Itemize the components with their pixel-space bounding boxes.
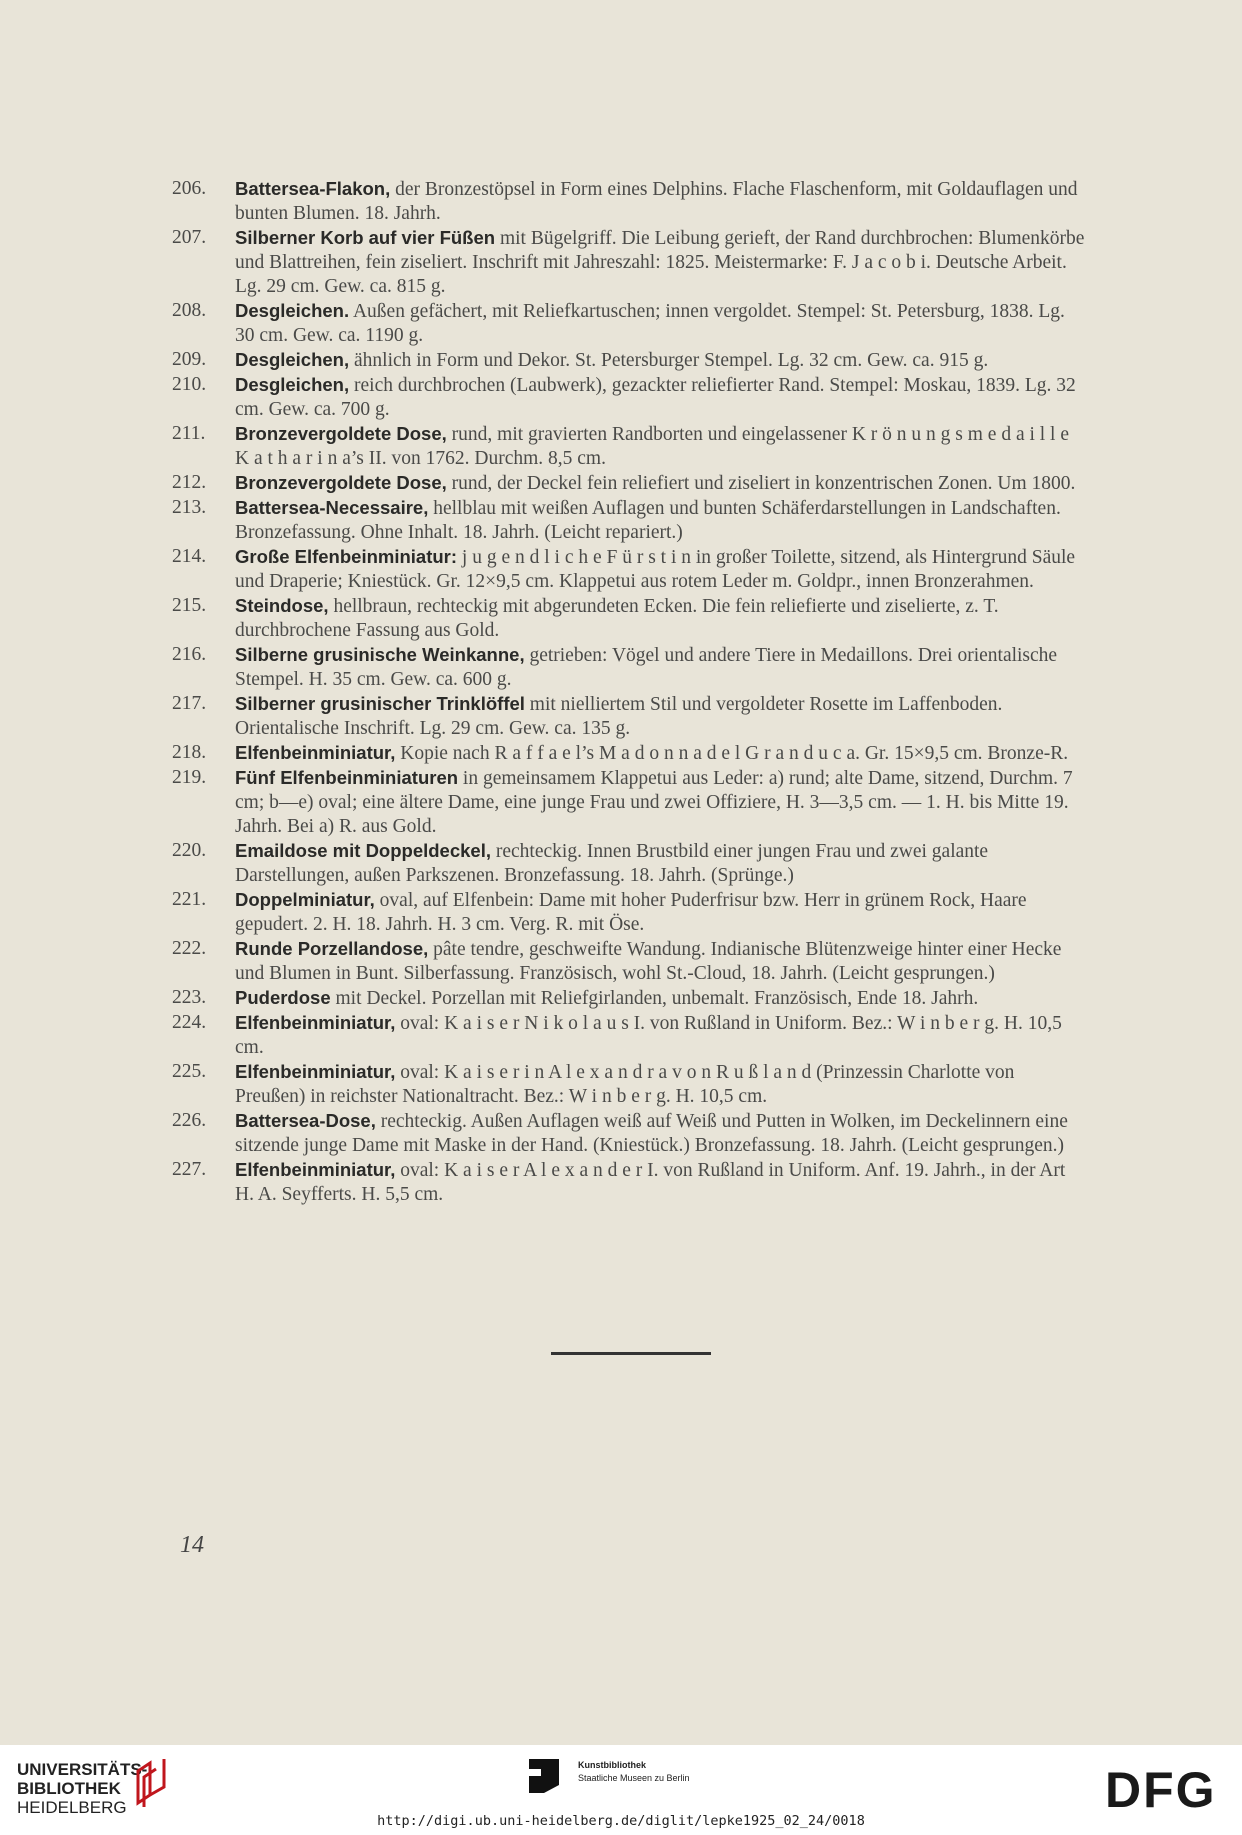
ub-line-2: BIBLIOTHEK <box>17 1779 121 1798</box>
catalog-entry <box>172 888 1087 937</box>
entry-number: 210. <box>172 374 207 395</box>
entry-title: Puderdose <box>235 987 331 1008</box>
entry-number: 211. <box>172 423 206 444</box>
entry-number: 212. <box>172 472 207 493</box>
entry-description: hellbraun, rechteckig mit abgerundeten Ecken. Die fein reliefierte und ziselierte, z. T. durchbrochene Fassung aus Gold. <box>235 596 999 641</box>
entry-description: reich durchbrochen (Laubwerk), gezackter reliefierter Rand. Stempel: Moskau, 1839. Lg. 32 cm. Gew. ca. 700 g. <box>235 375 1076 420</box>
catalog-entry <box>172 373 1087 422</box>
footer <box>0 1745 1242 1835</box>
entry-title: Doppelminiatur, <box>235 889 375 910</box>
catalog-entry <box>172 471 1087 496</box>
entry-description: mit Deckel. Porzellan mit Reliefgirlanden, unbemalt. Französisch, Ende 18. Jahrh. <box>335 988 979 1009</box>
entry-number: 216. <box>172 644 207 665</box>
catalog-entry <box>172 348 1087 373</box>
entry-number: 224. <box>172 1012 207 1033</box>
entry-title: Elfenbeinminiatur, <box>235 742 396 763</box>
entry-number: 217. <box>172 693 207 714</box>
entry-description: der Bronzestöpsel in Form eines Delphins. Flache Flaschenform, mit Goldauflagen und bunten Blumen. 18. Jahrh. <box>235 179 1078 224</box>
catalog-entry <box>172 299 1087 348</box>
entry-description: rund, mit gravierten Randborten und eingelassener K r ö n u n g s m e d a i l l e K a t h a r i n a’s II. von 1762. Durchm. 8,5 cm. <box>235 424 1070 469</box>
entry-number: 218. <box>172 742 207 763</box>
catalog-entry <box>172 1158 1087 1207</box>
entry-number: 206. <box>172 178 207 199</box>
entry-title: Desgleichen, <box>235 349 350 370</box>
entry-number: 222. <box>172 938 207 959</box>
entry-title: Bronzevergoldete Dose, <box>235 423 447 444</box>
entry-number: 209. <box>172 349 207 370</box>
catalog-entry <box>172 594 1087 643</box>
catalog-entry <box>172 766 1087 839</box>
entry-title: Desgleichen, <box>235 374 350 395</box>
page-number: 14 <box>180 1532 204 1558</box>
entry-description: Kopie nach R a f f a e l’s M a d o n n a d e l G r a n d u c a. Gr. 15×9,5 cm. Bronze-R. <box>400 743 1069 764</box>
entry-title: Battersea-Dose, <box>235 1110 376 1131</box>
entry-title: Emaildose mit Doppeldeckel, <box>235 840 491 861</box>
entry-title: Runde Porzellandose, <box>235 938 429 959</box>
catalog-entry <box>172 986 1087 1011</box>
entry-title: Silberne grusinische Weinkanne, <box>235 644 525 665</box>
catalog-entries <box>172 177 1087 1207</box>
catalog-entry <box>172 741 1087 766</box>
kunstbibliothek-logo-icon <box>529 1759 559 1793</box>
entry-title: Fünf Elfenbeinminiaturen <box>235 767 459 788</box>
entry-number: 214. <box>172 546 207 567</box>
catalog-entry <box>172 643 1087 692</box>
catalog-entry <box>172 177 1087 226</box>
entry-description: oval: K a i s e r A l e x a n d e r I. von Rußland in Uniform. Anf. 19. Jahrh., in der Art H. A. Seyfferts. H. 5,5 cm. <box>235 1160 1066 1205</box>
entry-description: mit nielliertem Stil und vergoldeter Rosette im Laffenboden. Orientalische Inschrift. Lg. 29 cm. Gew. ca. 135 g. <box>235 694 1003 739</box>
catalog-entry <box>172 226 1087 299</box>
entry-title: Elfenbeinminiatur, <box>235 1061 396 1082</box>
entry-description: pâte tendre, geschweifte Wandung. Indianische Blütenzweige hinter einer Hecke und Blumen in Bunt. Silberfassung. Französisch, wohl St.-Cloud, 18. Jahrh. (Leicht gesprungen.) <box>235 939 1062 984</box>
entry-title: Battersea-Necessaire, <box>235 497 429 518</box>
entry-title: Elfenbeinminiatur, <box>235 1159 396 1180</box>
entry-number: 227. <box>172 1159 207 1180</box>
catalog-entry <box>172 1109 1087 1158</box>
entry-number: 220. <box>172 840 207 861</box>
entry-title: Silberner grusinischer Trinklöffel <box>235 693 525 714</box>
catalog-entry <box>172 1060 1087 1109</box>
entry-description: Außen gefächert, mit Reliefkartuschen; innen vergoldet. Stempel: St. Petersburg, 1838. Lg. 30 cm. Gew. ca. 1190 g. <box>235 301 1065 346</box>
entry-description: ähnlich in Form und Dekor. St. Petersburger Stempel. Lg. 32 cm. Gew. ca. 915 g. <box>354 350 989 371</box>
entry-description: mit Bügelgriff. Die Leibung gerieft, der Rand durchbrochen: Blumenkörbe und Blattreihen, fein ziseliert. Inschrift mit Jahreszahl: 1825. Meistermarke: F. J a c o b i. Deutsche Arbeit. Lg. 29 cm. Gew. ca. 815 g. <box>235 228 1085 297</box>
entry-number: 226. <box>172 1110 207 1131</box>
entry-title: Bronzevergoldete Dose, <box>235 472 447 493</box>
entry-title: Große Elfenbeinminiatur: <box>235 546 458 567</box>
entry-description: oval: K a i s e r N i k o l a u s I. von Rußland in Uniform. Bez.: W i n b e r g. H. 10,5 cm. <box>235 1013 1062 1058</box>
entry-description: oval, auf Elfenbein: Dame mit hoher Puderfrisur bzw. Herr in grünem Rock, Haare gepudert. 2. H. 18. Jahrh. H. 3 cm. Verg. R. mit Öse. <box>235 890 1027 935</box>
entry-description: in gemeinsamem Klappetui aus Leder: a) rund; alte Dame, sitzend, Durchm. 7 cm; b—e) oval; eine ältere Dame, eine junge Frau und zwei Offiziere, H. 3—3,5 cm. — 1. H. bis Mitte 19. Jahrh. Bei a) R. aus Gold. <box>235 768 1073 837</box>
ub-heidelberg-wordmark <box>17 1760 147 1817</box>
entry-description: oval: K a i s e r i n A l e x a n d r a v o n R u ß l a n d (Prinzessin Charlotte von Preußen) in reichster Nationaltracht. Bez.: W i n b e r g. H. 10,5 cm. <box>235 1062 1015 1107</box>
entry-number: 221. <box>172 889 207 910</box>
entry-title: Silberner Korb auf vier Füßen <box>235 227 496 248</box>
catalog-entry <box>172 839 1087 888</box>
entry-number: 215. <box>172 595 207 616</box>
kb-line-2: Staatliche Museen zu Berlin <box>578 1773 690 1783</box>
entry-number: 208. <box>172 300 207 321</box>
ub-line-3: HEIDELBERG <box>17 1798 127 1817</box>
entry-description: rund, der Deckel fein reliefiert und ziseliert in konzentrischen Zonen. Um 1800. <box>451 473 1076 494</box>
catalog-entry <box>172 937 1087 986</box>
ub-line-1: UNIVERSITÄTS- <box>17 1760 148 1779</box>
section-divider <box>551 1352 711 1355</box>
entry-description: rechteckig. Außen Auflagen weiß auf Weiß und Putten in Wolken, im Deckelinnern eine sitzende junge Dame mit Maske in der Hand. (Kniestück.) Bronzefassung. 18. Jahrh. (Leicht gesprungen.) <box>235 1111 1068 1156</box>
entry-title: Elfenbeinminiatur, <box>235 1012 396 1033</box>
entry-number: 223. <box>172 987 207 1008</box>
kb-line-1: Kunstbibliothek <box>578 1760 646 1770</box>
entry-number: 225. <box>172 1061 207 1082</box>
entry-title: Steindose, <box>235 595 329 616</box>
catalog-entry <box>172 422 1087 471</box>
entry-number: 219. <box>172 767 207 788</box>
entry-number: 213. <box>172 497 207 518</box>
entry-description: getrieben: Vögel und andere Tiere in Medaillons. Drei orientalische Stempel. H. 35 cm. Gew. ca. 600 g. <box>235 645 1058 690</box>
entry-description: j u g e n d l i c h e F ü r s t i n in großer Toilette, sitzend, als Hintergrund Säule und Draperie; Kniestück. Gr. 12×9,5 cm. Klappetui aus rotem Leder m. Goldpr., innen Bronzerahmen. <box>235 547 1076 592</box>
dfg-logo: DFG <box>1105 1762 1217 1818</box>
catalog-entry <box>172 545 1087 594</box>
catalog-entry <box>172 1011 1087 1060</box>
entry-description: hellblau mit weißen Auflagen und bunten Schäferdarstellungen in Landschaften. Bronzefassung. Ohne Inhalt. 18. Jahrh. (Leicht repariert.) <box>235 498 1061 543</box>
ub-logo-icon <box>130 1757 172 1809</box>
entry-title: Desgleichen. <box>235 300 350 321</box>
entry-description: rechteckig. Innen Brustbild einer jungen Frau und zwei galante Darstellungen, außen Parkszenen. Bronzefassung. 18. Jahrh. (Sprünge.) <box>235 841 989 886</box>
kunstbibliothek-wordmark <box>578 1759 690 1785</box>
entry-number: 207. <box>172 227 207 248</box>
catalog-entry <box>172 692 1087 741</box>
catalog-entry <box>172 496 1087 545</box>
source-url-link[interactable]: http://digi.ub.uni-heidelberg.de/diglit/lepke1925_02_24/0018 <box>377 1813 865 1829</box>
entry-title: Battersea-Flakon, <box>235 178 391 199</box>
